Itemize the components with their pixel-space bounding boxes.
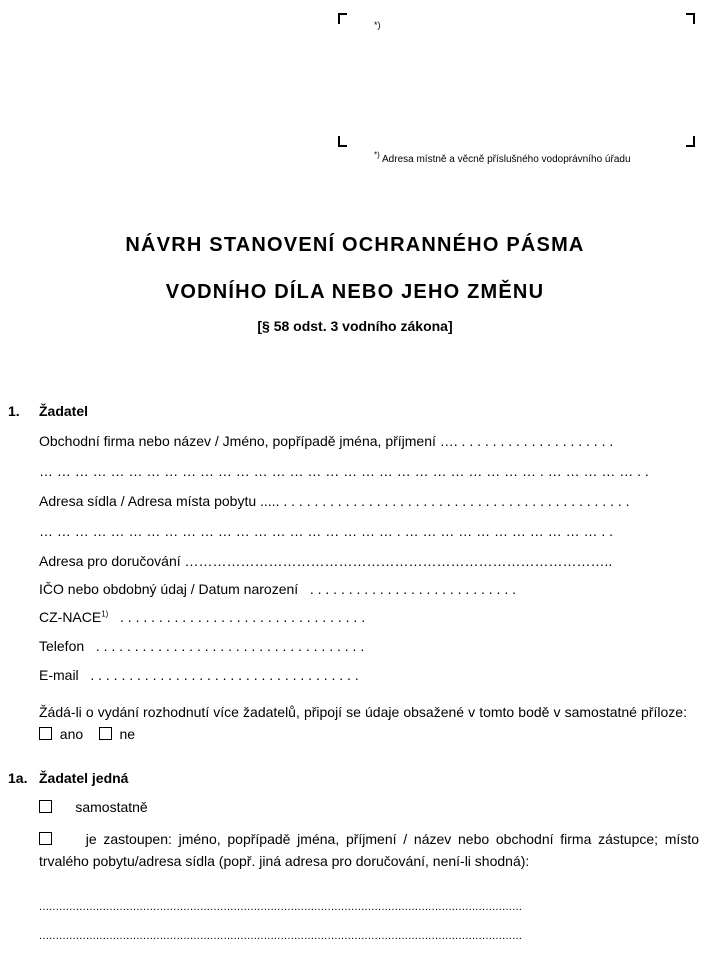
address-footnote-text: Adresa místně a věcně příslušného vodoprávního úřadu [382,154,631,165]
nace-footnote-marker: 1) [101,609,109,619]
address-box-corner-top-left [338,13,347,24]
nace-label: CZ-NACE [39,609,102,625]
email-dots: . . . . . . . . . . . . . . . . . . . . . . . . . . . . . . . . . . . [90,667,359,683]
nace-dots: . . . . . . . . . . . . . . . . . . . . . . . . . . . . . . . . [120,609,366,625]
firm-name-continuation[interactable] [39,461,699,481]
section1-title: Žadatel [39,403,89,419]
phone-label: Telefon [39,638,85,654]
firm-name-label: Obchodní firma nebo název / Jméno, popřípadě jména, příjmení [39,433,436,449]
firm-name-continuation-dots: … … … … … … … … … … … … … … … … … … … … … … … … … … … … . … … … … … . . [39,463,649,479]
email-field[interactable] [39,665,699,685]
form-title-line2: VODNÍHO DÍLA NEBO JEHO ZMĚNU [165,281,545,303]
yes-label: ano [59,726,84,742]
address-box-marker: *) [374,20,381,30]
no-label: ne [119,726,136,742]
form-subtitle: [§ 58 odst. 3 vodního zákona] [257,318,453,334]
delivery-address-label: Adresa pro doručování [39,553,181,569]
representative-line-1[interactable]: ................................................................................................................................................ [39,901,523,913]
delivery-address-field[interactable] [39,551,699,571]
address-label: Adresa sídla / Adresa místa pobytu [39,493,257,509]
section1a-title: Žadatel jedná [39,770,129,786]
address-continuation[interactable] [39,521,699,541]
no-checkbox[interactable] [99,727,112,740]
firm-name-field[interactable] [39,431,699,451]
email-label: E-mail [39,667,79,683]
represented-option [39,828,699,872]
ico-dots: . . . . . . . . . . . . . . . . . . . . . . . . . . . [309,581,516,597]
delivery-address-dots: ……………………………………………………………………………….. [184,553,613,569]
address-continuation-dots: … … … … … … … … … … … … … … … … … … … … . … … … … … … … … … … … . . [39,523,614,539]
address-box-corner-bottom-right [686,136,695,147]
section1-number: 1. [8,403,20,419]
represented-checkbox[interactable] [39,832,52,845]
phone-dots: . . . . . . . . . . . . . . . . . . . . . . . . . . . . . . . . . . . [95,638,365,654]
independent-option [39,797,699,817]
phone-field[interactable] [39,636,699,656]
represented-text: je zastoupen: jméno, popřípadě jména, příjmení / název nebo obchodní firma zástupce; místo trvalého pobytu/adresa sídla (popř. jiná adresa pro doručování, není-li shodná): [39,831,699,869]
nace-field[interactable] [39,607,699,627]
form-title-line1: NÁVRH STANOVENÍ OCHRANNÉHO PÁSMA [125,234,585,256]
ico-field[interactable] [39,579,699,599]
representative-line-2[interactable]: ................................................................................................................................................ [39,930,523,942]
independent-checkbox[interactable] [39,800,52,813]
address-field[interactable] [39,491,699,511]
independent-label: samostatně [75,799,148,815]
yes-checkbox[interactable] [39,727,52,740]
multiple-applicants-note [39,701,699,745]
address-dots: ..... . . . . . . . . . . . . . . . . . . . . . . . . . . . . . . . . . . . . . . . . . . . . . [260,493,630,509]
address-footnote-marker: *) [374,150,380,160]
address-box-corner-top-right [686,13,695,24]
section1a-number: 1a. [8,770,28,786]
firm-name-dots: …. . . . . . . . . . . . . . . . . . . . . [439,433,614,449]
ico-label: IČO nebo obdobný údaj / Datum narození [39,581,299,597]
multiple-applicants-text: Žádá-li o vydání rozhodnutí více žadatelů, připojí se údaje obsažené v tomto bodě v samostatné příloze: [39,704,687,720]
address-box-corner-bottom-left [338,136,347,147]
address-footnote [374,150,631,165]
